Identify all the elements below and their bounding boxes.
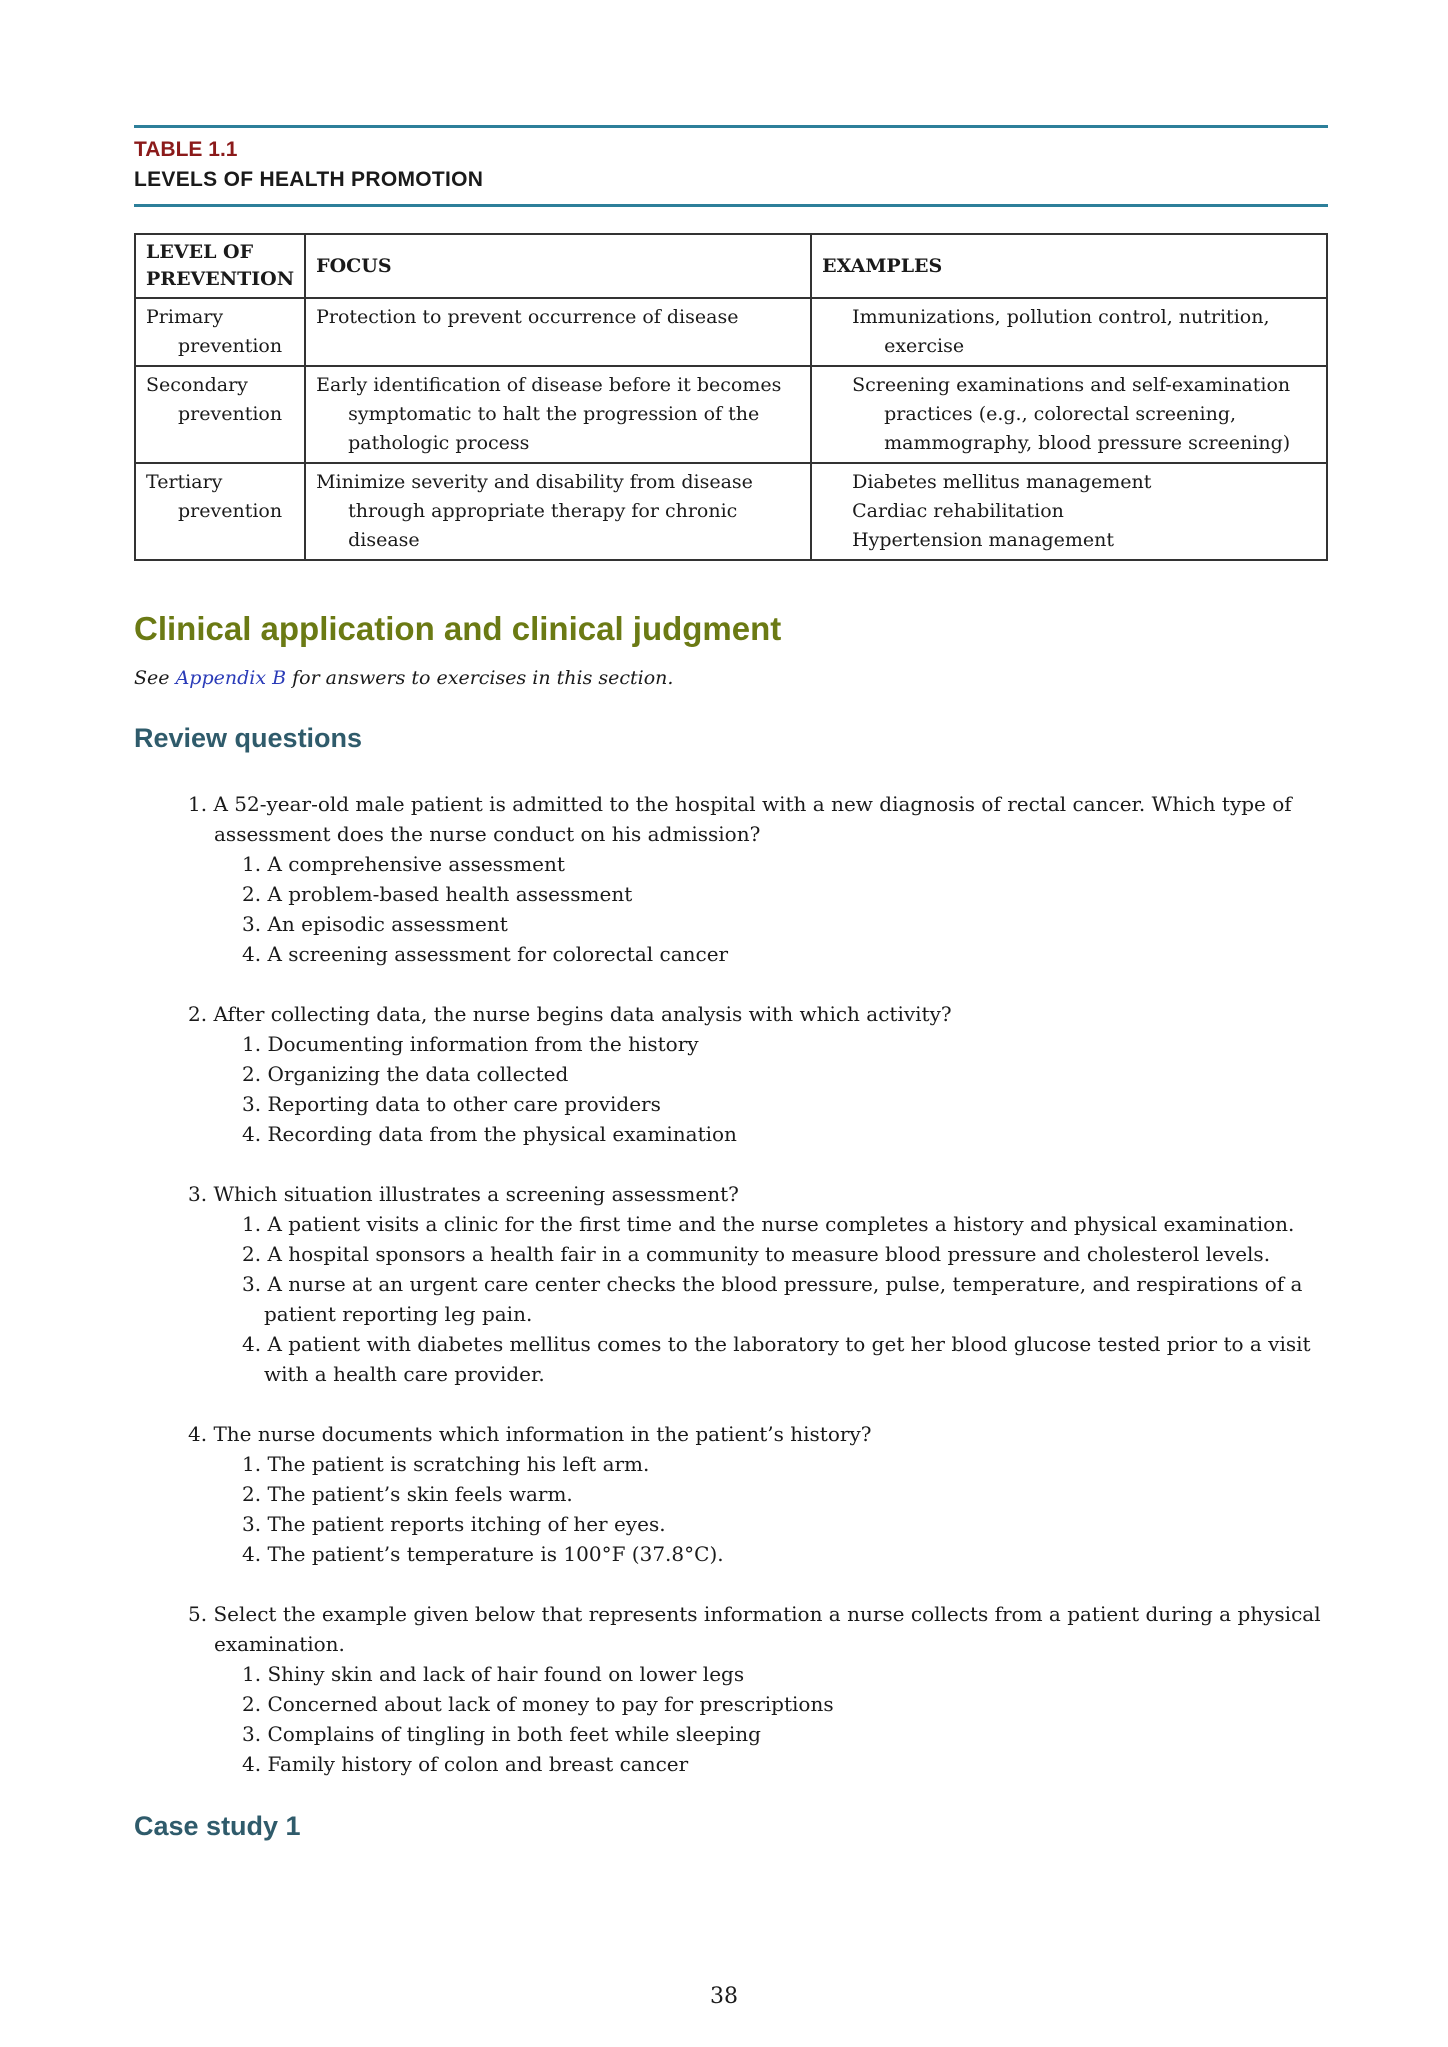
question-stem	[134, 1419, 1328, 1449]
cell-focus	[305, 366, 811, 463]
example-text: Hypertension management	[852, 529, 1114, 551]
list-item	[134, 1179, 1328, 1389]
table-label: TABLE 1.1	[134, 138, 238, 161]
answer-option: 4. A screening assessment for colorectal cancer	[242, 942, 729, 966]
see-suffix: for answers to exercises in this section.	[292, 667, 674, 689]
answer-options	[134, 1209, 1328, 1389]
table-row	[135, 298, 1327, 366]
question-text: Which situation illustrates a screening assessment?	[213, 1182, 739, 1206]
page	[134, 0, 1328, 1843]
cell-focus	[305, 463, 811, 560]
appendix-b-link[interactable]: Appendix B	[175, 667, 287, 689]
section-heading: Clinical application and clinical judgment	[134, 610, 782, 647]
list-item	[134, 999, 1328, 1149]
question-number: 3.	[188, 1182, 208, 1206]
question-stem	[134, 1599, 1328, 1659]
answer-option: 4. The patient’s temperature is 100°F (37.8°C).	[242, 1542, 724, 1566]
answer-option: 4. A patient with diabetes mellitus comes to the laboratory to get her blood glucose tested prior to a visit with a health care provider.	[242, 1332, 1311, 1386]
list-item	[134, 789, 1328, 969]
question-number: 5.	[188, 1602, 208, 1626]
focus-text: Early identification of disease before it becomes symptomatic to halt the progression of the pathologic process	[316, 374, 782, 454]
header-focus: FOCUS	[305, 234, 811, 298]
level-text: Primary prevention	[146, 306, 283, 357]
page-number: 38	[710, 1984, 738, 2009]
answer-option: 4. Recording data from the physical examination	[242, 1122, 737, 1146]
answer-options	[134, 849, 1328, 969]
table-header-row	[135, 234, 1327, 298]
header-level: LEVEL OF PREVENTION	[135, 234, 305, 298]
cell-level	[135, 366, 305, 463]
question-number: 2.	[188, 1002, 208, 1026]
table-row	[135, 366, 1327, 463]
focus-text: Protection to prevent occurrence of disease	[316, 306, 739, 328]
answer-option: 1. The patient is scratching his left arm.	[242, 1452, 650, 1476]
question-text: After collecting data, the nurse begins data analysis with which activity?	[213, 1002, 952, 1026]
answer-options	[134, 1659, 1328, 1779]
answer-option: 3. A nurse at an urgent care center checks the blood pressure, pulse, temperature, and respirations of a patient reporting leg pain.	[242, 1272, 1303, 1326]
answer-option: 2. The patient’s skin feels warm.	[242, 1482, 573, 1506]
case-study-heading: Case study 1	[134, 1811, 301, 1841]
answer-option: 2. A hospital sponsors a health fair in a community to measure blood pressure and cholesterol levels.	[242, 1242, 1271, 1266]
answer-option: 1. Documenting information from the history	[242, 1032, 699, 1056]
answer-option: 1. A patient visits a clinic for the first time and the nurse completes a history and physical examination.	[242, 1212, 1295, 1236]
answer-option: 2. Concerned about lack of money to pay for prescriptions	[242, 1692, 834, 1716]
question-text: Select the example given below that represents information a nurse collects from a patient during a physical examination.	[213, 1602, 1321, 1656]
table-top-rule	[134, 125, 1328, 128]
level-text: Secondary prevention	[146, 374, 283, 425]
answer-option: 4. Family history of colon and breast cancer	[242, 1752, 689, 1776]
list-item	[134, 1599, 1328, 1779]
question-stem	[134, 999, 1328, 1029]
cell-level	[135, 463, 305, 560]
cell-examples	[811, 366, 1327, 463]
example-text: Screening examinations and self-examination practices (e.g., colorectal screening, mammography, blood pressure screening)	[852, 374, 1291, 454]
answer-option: 3. Complains of tingling in both feet while sleeping	[242, 1722, 761, 1746]
cell-examples	[811, 463, 1327, 560]
answer-options	[134, 1449, 1328, 1569]
level-text: Tertiary prevention	[146, 471, 283, 522]
header-examples: EXAMPLES	[811, 234, 1327, 298]
answer-option: 1. A comprehensive assessment	[242, 852, 565, 876]
see-prefix: See	[134, 667, 170, 689]
answer-option: 1. Shiny skin and lack of hair found on lower legs	[242, 1662, 745, 1686]
question-stem	[134, 1179, 1328, 1209]
focus-text: Minimize severity and disability from disease through appropriate therapy for chronic disease	[316, 471, 753, 551]
review-questions-list	[134, 789, 1328, 1779]
example-text: Diabetes mellitus management	[852, 471, 1152, 493]
levels-of-prevention-table	[134, 233, 1328, 561]
question-text: A 52-year-old male patient is admitted to the hospital with a new diagnosis of rectal cancer. Which type of assessment does the nurse conduct on his admission?	[213, 792, 1292, 846]
review-questions-heading: Review questions	[134, 723, 363, 753]
answer-option: 3. Reporting data to other care providers	[242, 1092, 661, 1116]
answer-option: 3. An episodic assessment	[242, 912, 508, 936]
see-appendix-note	[134, 665, 1328, 691]
table-title: LEVELS OF HEALTH PROMOTION	[134, 168, 484, 191]
answer-option: 2. A problem-based health assessment	[242, 882, 633, 906]
question-number: 1.	[188, 792, 208, 816]
table-row	[135, 463, 1327, 560]
question-text: The nurse documents which information in the patient’s history?	[213, 1422, 872, 1446]
answer-option: 3. The patient reports itching of her eyes.	[242, 1512, 666, 1536]
answer-options	[134, 1029, 1328, 1149]
example-text: Cardiac rehabilitation	[852, 500, 1064, 522]
answer-option: 2. Organizing the data collected	[242, 1062, 569, 1086]
list-item	[134, 1419, 1328, 1569]
cell-level	[135, 298, 305, 366]
table-title-rule	[134, 204, 1328, 207]
question-number: 4.	[188, 1422, 208, 1446]
cell-focus	[305, 298, 811, 366]
example-text: Immunizations, pollution control, nutrition, exercise	[852, 306, 1270, 357]
question-stem	[134, 789, 1328, 849]
cell-examples	[811, 298, 1327, 366]
